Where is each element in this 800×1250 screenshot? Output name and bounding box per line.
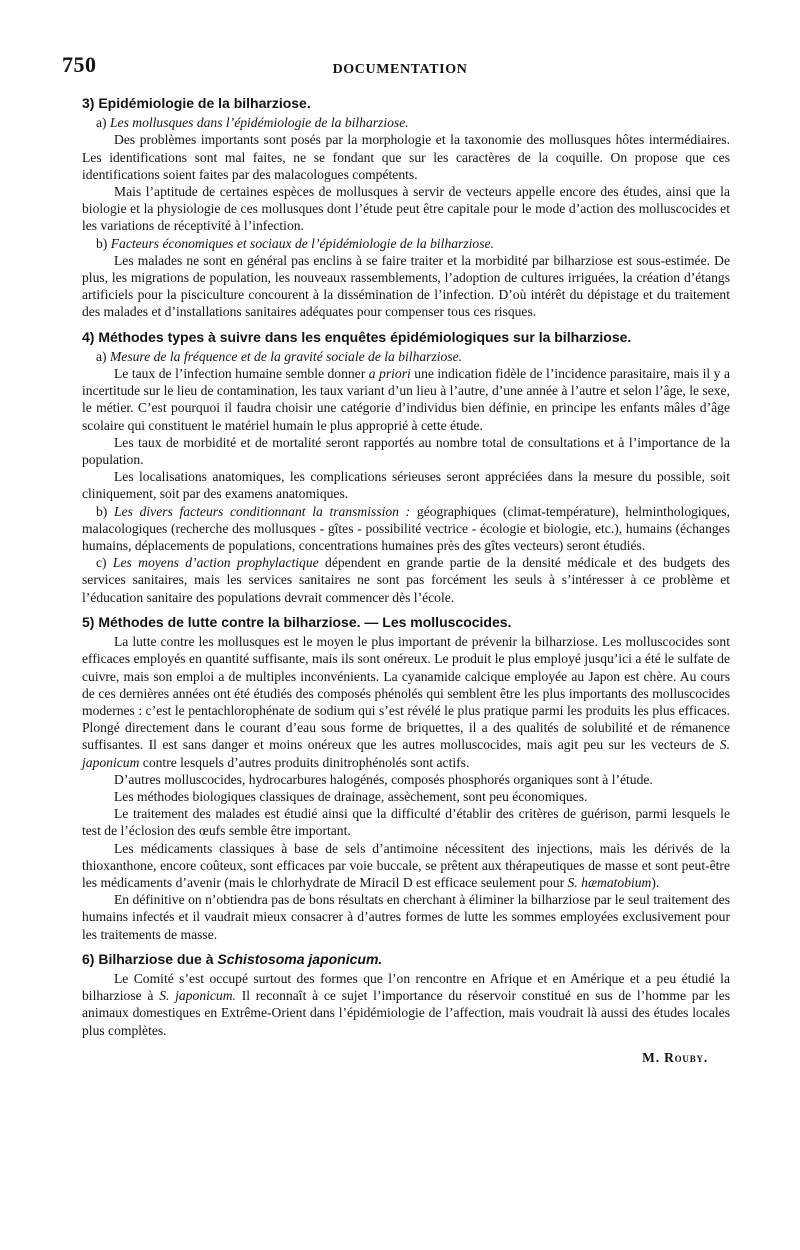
section-5-heading: 5) Méthodes de lutte contre la bilharziose. — Les molluscocides. xyxy=(82,613,512,630)
text-run: Les médicaments classiques à base de sels d’antimoine nécessitent des injections, mais les dérivés de la thioxanthone, encore coûteux, sont efficaces par voie buccale, se prêtent aux thérapeutiques de masse et sont peut-être les médicaments d’avenir (mais le chlorhydrate de Miracil D est efficace seulement pour xyxy=(82,840,730,890)
paragraph xyxy=(82,970,730,1039)
section-4c-paragraph xyxy=(82,554,730,606)
subheading-label: b) xyxy=(96,503,115,519)
text-run: Le taux de l’infection humaine semble donner xyxy=(114,366,369,382)
author-initial: M. xyxy=(642,1049,665,1065)
subheading-title: Les moyens d’action prophylactique xyxy=(112,555,319,571)
text-run: ). xyxy=(651,874,660,890)
paragraph: En définitive on n’obtiendra pas de bons résultats en cherchant à éliminer la bilharziose par le seul traitement des humains infectés et il vaudrait mieux consacrer à d’autres formes de lutte les sommes employées exclusivement pour les traitements de masse. xyxy=(82,892,730,942)
section-6-heading xyxy=(82,951,730,968)
text-run: Il reconnaît à ce sujet l’importance du réservoir constitué en sus de l’homme par les animaux domestiques en Extrême-Orient dans l’épidémiologie de l’affection, mais voudrait là aussi des études locales plus complètes. xyxy=(82,988,730,1038)
text-run: La lutte contre les mollusques est le moyen le plus important de prévenir la bilharziose. Les molluscocides sont efficaces employés en quantité suffisante, mais ils sont onéreux. Le produit le plus employé jusqu’ici a été le sulfate de cuivre, mais son emploi a de multiples inconvénients. La cyanamide calcique employée au Japon est chère. Au cours de ces dernières années ont été étudiés des composés phénolés qui semblent être les plus importants des molluscocides modernes : c’est le pentachlorophénate de sodium qui s’est révélé le plus pratique parmi les produits les plus efficaces. Plongé directement dans le courant d’eau sous forme de briquettes, il a des qualités de solubilité et de rémanence suffisantes. Il est sans danger et moins onéreux que les autres molluscocides, mais agit peu sur les vecteurs de xyxy=(82,634,730,753)
page-number: 750 xyxy=(62,52,97,77)
paragraph: Les taux de morbidité et de mortalité seront rapportés au nombre total de consultations et à l’importance de la population. xyxy=(82,434,730,468)
section-4-heading: 4) Méthodes types à suivre dans les enquêtes épidémiologiques sur la bilharziose. xyxy=(82,328,632,345)
paragraph: D’autres molluscocides, hydrocarbures halogénés, composés phosphorés organiques sont à l’étude. xyxy=(114,771,653,787)
paragraph: Les malades ne sont en général pas enclins à se faire traiter et la morbidité par bilharziose est sous-estimée. De plus, les migrations de population, les nouveaux rassemblements, l’adoption de cultures irriguées, la création d’étangs artificiels pour la pisciculture concourent à la dissémination de l’infection. D’où intérêt du dépistage et du traitement des malades et d’installations sanitaires adéquates pour compenser tous ces risques. xyxy=(82,252,730,320)
subheading-label: c) xyxy=(96,555,113,571)
subheading-title: Facteurs économiques et sociaux de l’épidémiologie de la bilharziose. xyxy=(110,235,494,251)
text-run: dépendent en grande partie de la densité médicale et des budgets des services sanitaires, mais les services sanitaires ne sont pas forcément les seuls à s’intéresser à ce problème et l’éducation sanitaire des populations devrait commencer dès l’école. xyxy=(82,555,730,605)
author-name: Rouby. xyxy=(664,1049,708,1065)
subheading-label: a) xyxy=(96,348,110,364)
text-run: 6) Bilharziose due à xyxy=(82,950,218,967)
paragraph: Des problèmes importants sont posés par la morphologie et la taxonomie des mollusques hôtes intermédiaires. Les identifications sont mal faites, ne se fondant que sur les caractères de la coquille. On propose que ces identifications soient faites par des malacologues compétents. xyxy=(82,132,730,182)
subheading-label: b) xyxy=(96,235,111,251)
text-run: Le Comité s’est occupé surtout des formes que l’on rencontre en Afrique et en Amérique et a peu étudié la bilharziose à xyxy=(82,970,730,1004)
paragraph: Mais l’aptitude de certaines espèces de mollusques à servir de vecteurs appelle encore des études, ainsi que la biologie et la physiologie de ces mollusques dont l’étude peut être capitale pour le mode d’action des molluscocides et les variations de réceptivité à l’infection. xyxy=(82,184,730,234)
section-4a-subheading xyxy=(82,348,730,365)
running-title: DOCUMENTATION xyxy=(332,62,468,77)
document-body xyxy=(82,95,730,1066)
section-4b-paragraph xyxy=(82,503,730,555)
subheading-title: Les divers facteurs conditionnant la transmission : xyxy=(114,503,411,519)
section-3b-subheading xyxy=(82,235,730,252)
subheading-title: Les mollusques dans l’épidémiologie de la bilharziose. xyxy=(109,115,409,131)
paragraph xyxy=(82,840,730,892)
subheading-title: Mesure de la fréquence et de la gravité sociale de la bilharziose. xyxy=(109,348,463,364)
italic-run: Schistosoma japonicum. xyxy=(217,950,383,967)
italic-run: S. hæmatobium xyxy=(567,874,652,890)
italic-run: S. japonicum xyxy=(82,737,730,770)
text-run: contre lesquels d’autres produits dinitrophénolés sont actifs. xyxy=(139,754,470,770)
paragraph: Les localisations anatomiques, les complications sérieuses seront appréciées dans la mesure du possible, soit cliniquement, soit par des examens anatomiques. xyxy=(82,469,730,502)
text-run: géographiques (climat-température), helminthologiques, malacologiques (recherche des mollusques - gîtes - possibilité vectrice - écologie et biologie, etc.), humains (échanges humains, déplacements de populations, concentrations humaines près des gîtes vecteurs) seront étudiés. xyxy=(82,503,730,554)
italic-run: a priori xyxy=(368,366,411,382)
subheading-label: a) xyxy=(96,115,110,131)
paragraph xyxy=(82,633,730,771)
text-run: une indication fidèle de l’incidence parasitaire, mais il y a incertitude sur le lieu de contamination, les taux variant d’un lieu à l’autre, d’une année à l’autre et selon l’âge, le sexe, le métier. C’est pourquoi il faudra choisir une catégorie d’individus bien définie, en principe les enfants mâles d’âge scolaire qui constituent le matériel humain le plus approprié à cette étude. xyxy=(82,366,730,433)
section-3a-subheading xyxy=(82,114,730,131)
author-signature xyxy=(82,1049,708,1066)
section-3-heading: 3) Epidémiologie de la bilharziose. xyxy=(82,95,311,111)
italic-run: S. japonicum. xyxy=(159,988,236,1004)
paragraph: Le traitement des malades est étudié ainsi que la difficulté d’établir des critères de guérison, parmi lesquels le test de l’éclosion des œufs semble être important. xyxy=(82,806,730,839)
paragraph: Les méthodes biologiques classiques de drainage, assèchement, sont peu économiques. xyxy=(114,788,588,804)
paragraph xyxy=(82,365,730,434)
